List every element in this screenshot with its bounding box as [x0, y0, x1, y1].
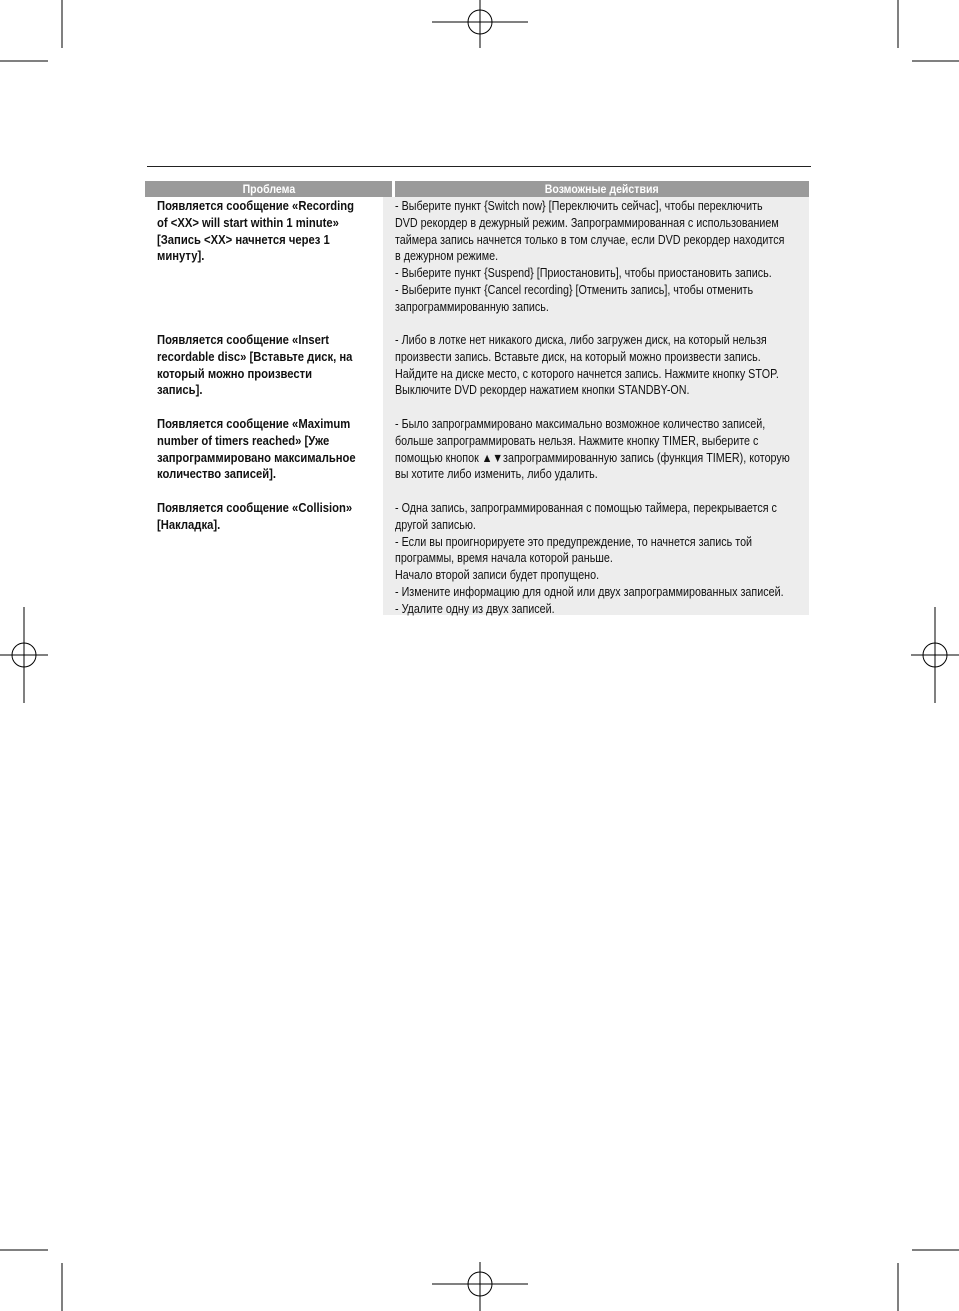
action-text-line: помощью кнопок ▲▼запрограммированную запись (функция TIMER), которую: [395, 450, 790, 465]
actions-cell: [395, 198, 848, 316]
problem-text-line: Появляется сообщение «Recording: [157, 199, 354, 213]
action-text-line: другой записью.: [395, 517, 476, 532]
action-text-line: DVD рекордер в дежурный режим. Запрограммированная с использованием: [395, 215, 779, 230]
action-text-line: Выключите DVD рекордер нажатием кнопки STANDBY-ON.: [395, 383, 690, 398]
problem-text-line: number of timers reached» [Уже: [157, 433, 330, 448]
action-text-line: больше запрограммировать нельзя. Нажмите кнопку TIMER, выберите с: [395, 433, 759, 448]
problem-cell: [157, 500, 374, 534]
problem-text-line: of <XX> will start within 1 minute»: [157, 215, 339, 230]
problem-text-line: количество записей].: [157, 467, 277, 482]
registration-mark-right: [911, 607, 959, 703]
problem-cell: [157, 198, 376, 265]
problem-cell: [157, 332, 374, 399]
registration-mark-bottom: [432, 1262, 528, 1311]
header-actions: [395, 181, 809, 197]
problem-text-line: который можно произвести: [157, 366, 313, 381]
actions-cell: [395, 416, 854, 483]
problem-text-line: Появляется сообщение «Maximum: [157, 417, 351, 431]
action-text-line: - Одна запись, запрограммированная с помощью таймера, перекрывается с: [395, 501, 777, 515]
action-text-line: Начало второй записи будет пропущено.: [395, 568, 600, 583]
header-actions-label: Возможные действия: [545, 182, 659, 196]
registration-mark-top: [432, 0, 528, 48]
action-text-line: - Выберите пункт {Cancel recording} [Отменить запись], чтобы отменить: [395, 282, 754, 297]
action-text-line: - Было запрограммировано максимально возможное количество записей,: [395, 417, 766, 431]
action-text-line: программы, время начала которой раньше.: [395, 551, 613, 566]
problem-text-line: запись].: [157, 383, 203, 398]
action-text-line: в дежурном режиме.: [395, 249, 499, 264]
action-text-line: Найдите на диске место, с которого начнется запись. Нажмите кнопку STOP.: [395, 366, 779, 381]
action-text-line: - Либо в лотке нет никакого диска, либо загружен диск, на который нельзя: [395, 333, 767, 347]
action-text-line: - Выберите пункт {Switch now} [Переключить сейчас], чтобы переключить: [395, 199, 763, 213]
action-text-line: произвести запись. Вставьте диск, на который можно произвести запись.: [395, 349, 761, 364]
header-problem-label: Проблема: [242, 182, 295, 196]
actions-cell: [395, 500, 847, 618]
problem-text-line: [Накладка].: [157, 517, 221, 532]
action-text-line: - Удалите одну из двух записей.: [395, 601, 555, 616]
problem-cell: [157, 416, 378, 483]
problem-text-line: минуту].: [157, 249, 205, 264]
problem-text-line: [Запись <XX> начнется через 1: [157, 232, 330, 247]
action-text-line: запрограммированную запись.: [395, 299, 549, 314]
top-rule: [147, 166, 811, 167]
problem-text-line: Появляется сообщение «Collision»: [157, 501, 353, 515]
action-text-line: - Измените информацию для одной или двух запрограммированных записей.: [395, 584, 784, 599]
actions-cell: [395, 332, 841, 399]
header-problem: [145, 181, 392, 197]
action-text-line: - Если вы проигнорируете это предупреждение, то начнется запись той: [395, 534, 753, 549]
problem-text-line: запрограммировано максимальное: [157, 450, 356, 465]
problem-text-line: recordable disc» [Вставьте диск, на: [157, 349, 353, 364]
action-text-line: таймера запись начнется только в том случае, если DVD рекордер находится: [395, 232, 785, 247]
action-text-line: вы хотите либо изменить, либо удалить.: [395, 467, 598, 482]
problem-text-line: Появляется сообщение «Insert: [157, 333, 329, 347]
registration-mark-left: [0, 607, 48, 703]
action-text-line: - Выберите пункт {Suspend} [Приостановить], чтобы приостановить запись.: [395, 266, 772, 281]
